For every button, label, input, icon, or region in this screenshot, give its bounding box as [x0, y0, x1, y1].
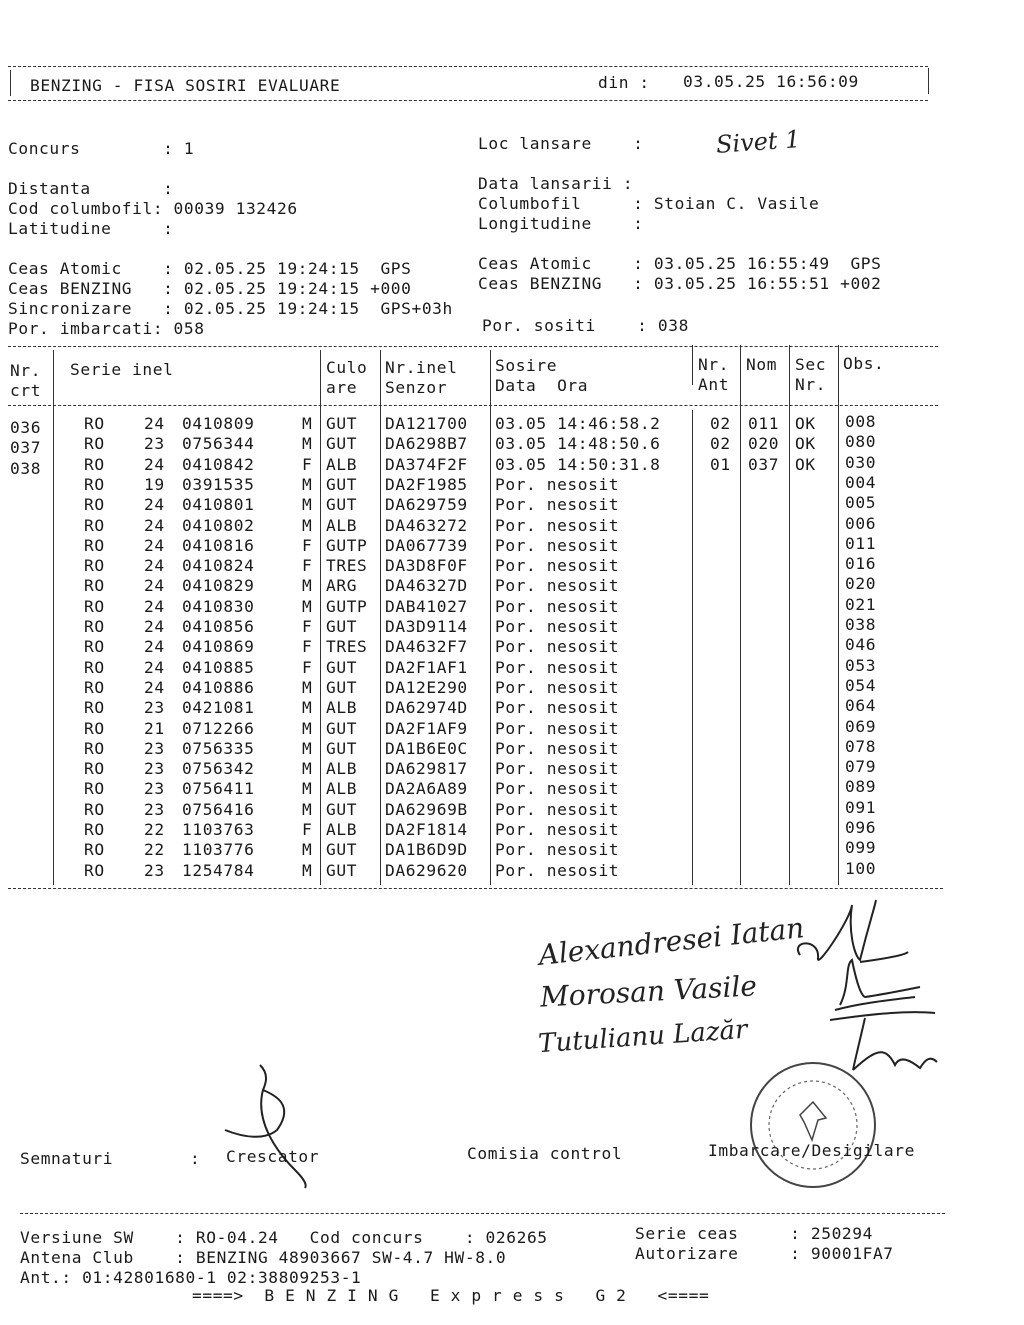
columbofil: Columbofil : Stoian C. Vasile — [478, 194, 820, 213]
row-sosire: Por. nesosit — [495, 474, 620, 494]
row-senzor: DAB41027 — [385, 596, 468, 616]
col-sep-ant — [740, 345, 741, 885]
por-sositi: Por. sositi : 038 — [482, 316, 689, 335]
row-ro: RO — [84, 434, 105, 454]
row-inel: 0410856 — [182, 617, 255, 636]
row-inel: 0410885 — [182, 657, 255, 677]
row-sosire: Por. nesosit — [495, 738, 620, 758]
row-inel: 0756416 — [182, 799, 255, 819]
row-senzor: DA629759 — [385, 495, 468, 515]
row-crt: 038 — [10, 458, 42, 478]
row-ro: RO — [84, 738, 105, 758]
row-culoare: GUT — [326, 860, 358, 880]
row-nom: 037 — [748, 454, 780, 474]
row-an: 24 — [144, 677, 165, 697]
row-senzor: DA1B6E0C — [385, 738, 468, 758]
row-sosire: Por. nesosit — [495, 617, 620, 636]
col-sep-serie — [320, 350, 321, 885]
th-data-ora: Data Ora — [495, 376, 589, 395]
row-sosire: Por. nesosit — [495, 657, 620, 677]
row-culoare: GUT — [326, 677, 358, 697]
row-culoare: GUT — [326, 495, 358, 515]
row-an: 23 — [144, 434, 165, 454]
row-inel: 0756335 — [182, 738, 255, 758]
th-nr-inel: Nr.inel — [385, 358, 458, 377]
table-top-rule — [8, 346, 938, 347]
row-culoare: GUT — [326, 738, 358, 758]
row-culoare: GUT — [326, 799, 358, 819]
row-culoare: GUT — [326, 474, 358, 494]
th-obs: Obs. — [843, 354, 885, 373]
row-sosire: Por. nesosit — [495, 495, 620, 515]
row-obs: 021 — [845, 594, 877, 614]
row-ro: RO — [84, 657, 105, 677]
row-sex: M — [302, 779, 313, 799]
row-sex: M — [302, 799, 313, 819]
row-an: 23 — [144, 698, 165, 718]
row-sex: M — [302, 759, 313, 779]
row-obs: 100 — [845, 858, 877, 878]
row-senzor: DA62974D — [385, 698, 468, 718]
loc-lansare-handwritten: Sivet 1 — [715, 125, 802, 159]
row-sex: M — [302, 495, 313, 515]
ceas-benzing-end: Ceas BENZING : 03.05.25 16:55:51 +002 — [478, 274, 882, 293]
row-sosire: Por. nesosit — [495, 677, 620, 697]
footer-versiune: Versiune SW : RO-04.24 Cod concurs : 026265 — [20, 1228, 548, 1247]
row-inel: 0410809 — [182, 414, 255, 433]
row-senzor: DA2F1AF1 — [385, 657, 468, 677]
footer-rule — [20, 1213, 945, 1214]
row-senzor: DA374F2F — [385, 454, 468, 474]
sincronizare: Sincronizare : 02.05.25 19:24:15 GPS+03h — [8, 299, 453, 318]
handwritten-name-1: Alexandresei Iatan — [537, 911, 806, 972]
row-an: 24 — [144, 657, 165, 677]
row-sex: M — [302, 840, 313, 860]
row-inel: 0410824 — [182, 556, 255, 576]
row-obs: 096 — [845, 818, 877, 837]
row-ro: RO — [84, 495, 105, 515]
row-culoare: ALB — [326, 779, 358, 799]
row-sex: F — [302, 535, 313, 555]
row-obs: 069 — [845, 716, 877, 736]
row-sosire: Por. nesosit — [495, 596, 620, 616]
ceas-atomic-start: Ceas Atomic : 02.05.25 19:24:15 GPS — [8, 259, 412, 278]
row-senzor: DA629817 — [385, 759, 468, 779]
signature-crescator — [215, 1060, 325, 1190]
th-nr-crt-2: crt — [10, 381, 42, 400]
row-crt: 036 — [10, 418, 42, 437]
th-culoare-1: Culo — [326, 358, 368, 377]
th-culoare-2: are — [326, 378, 358, 397]
row-an: 24 — [144, 556, 165, 576]
row-inel: 0410802 — [182, 515, 255, 535]
row-ro: RO — [84, 718, 105, 738]
row-sosire: Por. nesosit — [495, 840, 620, 860]
row-sosire: Por. nesosit — [495, 860, 620, 880]
row-senzor: DA3D9114 — [385, 617, 468, 636]
th-nom: Nom — [746, 355, 778, 374]
row-sex: M — [302, 698, 313, 718]
row-inel: 0410869 — [182, 637, 255, 657]
col-sep-sec — [838, 345, 839, 885]
row-sosire: Por. nesosit — [495, 718, 620, 738]
th-nr-ant-1: Nr. — [698, 355, 730, 374]
row-senzor: DA2F1985 — [385, 474, 468, 494]
row-ro: RO — [84, 779, 105, 799]
row-senzor: DA6298B7 — [385, 434, 468, 454]
por-imbarcati: Por. imbarcati: 058 — [8, 319, 205, 338]
row-an: 23 — [144, 860, 165, 880]
row-ro: RO — [84, 820, 105, 839]
col-sep-crt — [53, 350, 54, 885]
footer-brand: ====> B E N Z I N G E x p r e s s G 2 <==== — [192, 1286, 710, 1305]
row-culoare: GUT — [326, 840, 358, 860]
row-ant: 02 — [710, 414, 731, 433]
distanta: Distanta : — [8, 179, 174, 198]
row-sosire: Por. nesosit — [495, 820, 620, 839]
header-right-border — [928, 68, 929, 94]
col-sep-sosire-body — [692, 410, 693, 885]
crescator-label: Crescator — [226, 1147, 320, 1166]
row-culoare: ALB — [326, 820, 358, 839]
th-nr-crt-1: Nr. — [10, 361, 42, 380]
row-sosire: Por. nesosit — [495, 779, 620, 799]
col-sep-nom — [789, 345, 790, 885]
row-sex: F — [302, 617, 313, 636]
row-inel: 0391535 — [182, 474, 255, 494]
concurs: Concurs : 1 — [8, 139, 195, 158]
row-culoare: GUT — [326, 617, 358, 636]
row-sosire: 03.05 14:48:50.6 — [495, 434, 661, 454]
row-an: 23 — [144, 759, 165, 779]
row-obs: 089 — [845, 777, 877, 797]
row-inel: 0410801 — [182, 495, 255, 515]
ceas-benzing-start: Ceas BENZING : 02.05.25 19:24:15 +000 — [8, 279, 412, 298]
row-obs: 020 — [845, 574, 877, 594]
row-inel: 0410830 — [182, 596, 255, 616]
row-obs: 038 — [845, 615, 877, 634]
imbarcare-label: Imbarcare/Desigilare — [708, 1141, 915, 1160]
row-sec: OK — [795, 434, 816, 454]
row-ro: RO — [84, 474, 105, 494]
handwritten-name-3: Tutulianu Lazăr — [537, 1014, 749, 1060]
row-culoare: GUT — [326, 718, 358, 738]
row-sex: F — [302, 820, 313, 839]
row-obs: 011 — [845, 533, 877, 553]
row-ro: RO — [84, 515, 105, 535]
row-ro: RO — [84, 759, 105, 779]
row-crt: 037 — [10, 438, 42, 458]
row-nom: 020 — [748, 434, 780, 454]
row-culoare: GUTP — [326, 535, 368, 555]
row-ro: RO — [84, 556, 105, 576]
row-sex: M — [302, 738, 313, 758]
row-inel: 0410842 — [182, 454, 255, 474]
row-an: 24 — [144, 617, 165, 636]
row-ro: RO — [84, 677, 105, 697]
row-sex: M — [302, 434, 313, 454]
row-obs: 099 — [845, 838, 877, 858]
row-sex: M — [302, 576, 313, 596]
row-inel: 0410829 — [182, 576, 255, 596]
row-sosire: Por. nesosit — [495, 515, 620, 535]
row-an: 24 — [144, 515, 165, 535]
row-ro: RO — [84, 576, 105, 596]
header-left-border — [10, 70, 11, 96]
loc-lansare: Loc lansare : — [478, 134, 644, 153]
row-obs: 030 — [845, 452, 877, 472]
semnaturi-label: Semnaturi — [20, 1149, 114, 1168]
row-inel: 0410886 — [182, 677, 255, 697]
row-an: 19 — [144, 474, 165, 494]
row-sex: M — [302, 414, 313, 433]
row-senzor: DA2A6A89 — [385, 779, 468, 799]
row-sex: F — [302, 454, 313, 474]
club-stamp — [738, 1060, 888, 1190]
row-culoare: ARG — [326, 576, 358, 596]
row-an: 24 — [144, 637, 165, 657]
row-obs: 091 — [845, 797, 877, 817]
row-sosire: 03.05 14:46:58.2 — [495, 414, 661, 433]
row-senzor: DA46327D — [385, 576, 468, 596]
row-ro: RO — [84, 617, 105, 636]
row-culoare: TRES — [326, 637, 368, 657]
header-bottom-rule — [8, 100, 928, 101]
cod-columbofil: Cod columbofil: 00039 132426 — [8, 199, 298, 218]
row-ro: RO — [84, 799, 105, 819]
row-ro: RO — [84, 414, 105, 433]
row-sex: M — [302, 596, 313, 616]
row-sex: M — [302, 718, 313, 738]
row-an: 22 — [144, 840, 165, 860]
row-sec: OK — [795, 454, 816, 474]
row-ro: RO — [84, 840, 105, 860]
table-bottom-rule — [8, 888, 943, 889]
row-inel: 1254784 — [182, 860, 255, 880]
col-sep-senzor — [490, 350, 491, 885]
footer-antena: Antena Club : BENZING 48903667 SW-4.7 HW-8.0 — [20, 1248, 507, 1267]
row-ro: RO — [84, 596, 105, 616]
row-obs: 006 — [845, 513, 877, 533]
row-inel: 0756411 — [182, 779, 255, 799]
handwritten-name-2: Morosan Vasile — [539, 969, 758, 1014]
th-sec-2: Nr. — [795, 375, 827, 394]
row-ro: RO — [84, 698, 105, 718]
date-value: 03.05.25 16:56:09 — [683, 72, 859, 91]
row-an: 24 — [144, 596, 165, 616]
row-senzor: DA62969B — [385, 799, 468, 819]
row-inel: 0410816 — [182, 535, 255, 555]
row-obs: 004 — [845, 472, 877, 492]
row-sosire: Por. nesosit — [495, 535, 620, 555]
row-ro: RO — [84, 860, 105, 880]
row-sosire: Por. nesosit — [495, 759, 620, 779]
row-inel: 0756342 — [182, 759, 255, 779]
row-obs: 064 — [845, 696, 877, 716]
th-serie-inel: Serie inel — [70, 360, 174, 379]
row-culoare: ALB — [326, 759, 358, 779]
row-ro: RO — [84, 454, 105, 474]
th-nr-ant-2: Ant — [698, 375, 730, 394]
footer-autorizare: Autorizare : 90001FA7 — [635, 1244, 894, 1263]
row-obs: 080 — [845, 432, 877, 452]
row-sex: M — [302, 677, 313, 697]
row-an: 24 — [144, 454, 165, 474]
row-senzor: DA2F1814 — [385, 820, 468, 839]
row-inel: 0712266 — [182, 718, 255, 738]
row-an: 22 — [144, 820, 165, 839]
row-sex: F — [302, 657, 313, 677]
row-nom: 011 — [748, 414, 780, 433]
comisia-label: Comisia control — [467, 1144, 623, 1163]
ceas-atomic-end: Ceas Atomic : 03.05.25 16:55:49 GPS — [478, 254, 882, 273]
row-obs: 053 — [845, 655, 877, 675]
row-an: 24 — [144, 576, 165, 596]
row-an: 24 — [144, 414, 165, 433]
row-obs: 079 — [845, 757, 877, 777]
row-obs: 054 — [845, 675, 877, 695]
row-senzor: DA4632F7 — [385, 637, 468, 657]
row-sex: M — [302, 860, 313, 880]
row-obs: 005 — [845, 493, 877, 513]
row-senzor: DA2F1AF9 — [385, 718, 468, 738]
row-obs: 046 — [845, 635, 877, 655]
row-sec: OK — [795, 414, 816, 433]
col-sep-sosire — [692, 345, 693, 385]
row-culoare: ALB — [326, 515, 358, 535]
row-senzor: DA1B6D9D — [385, 840, 468, 860]
row-culoare: ALB — [326, 454, 358, 474]
row-an: 23 — [144, 738, 165, 758]
row-inel: 1103776 — [182, 840, 255, 860]
row-obs: 008 — [845, 412, 877, 431]
row-senzor: DA3D8F0F — [385, 556, 468, 576]
row-inel: 0421081 — [182, 698, 255, 718]
date-label: din : — [598, 73, 650, 92]
row-sex: F — [302, 556, 313, 576]
row-an: 24 — [144, 535, 165, 555]
table-header-rule — [8, 405, 938, 406]
row-sosire: Por. nesosit — [495, 576, 620, 596]
row-an: 23 — [144, 779, 165, 799]
row-sosire: Por. nesosit — [495, 698, 620, 718]
row-ant: 02 — [710, 434, 731, 454]
row-obs: 016 — [845, 554, 877, 574]
th-sosire: Sosire — [495, 356, 558, 375]
row-sosire: 03.05 14:50:31.8 — [495, 454, 661, 474]
row-culoare: GUTP — [326, 596, 368, 616]
row-senzor: DA121700 — [385, 414, 468, 433]
row-culoare: TRES — [326, 556, 368, 576]
row-an: 23 — [144, 799, 165, 819]
col-sep-cul — [380, 350, 381, 885]
row-sosire: Por. nesosit — [495, 637, 620, 657]
row-an: 21 — [144, 718, 165, 738]
th-sec-1: Sec — [795, 355, 827, 374]
row-sex: M — [302, 474, 313, 494]
row-culoare: ALB — [326, 698, 358, 718]
row-sex: F — [302, 637, 313, 657]
row-culoare: GUT — [326, 657, 358, 677]
row-senzor: DA067739 — [385, 535, 468, 555]
row-senzor: DA629620 — [385, 860, 468, 880]
th-senzor: Senzor — [385, 378, 448, 397]
row-sosire: Por. nesosit — [495, 556, 620, 576]
row-an: 24 — [144, 495, 165, 515]
longitudine: Longitudine : — [478, 214, 644, 233]
row-inel: 1103763 — [182, 820, 255, 839]
latitudine: Latitudine : — [8, 219, 174, 238]
footer-serie-ceas: Serie ceas : 250294 — [635, 1224, 873, 1243]
footer-ant: Ant.: 01:42801680-1 02:38809253-1 — [20, 1268, 362, 1287]
row-inel: 0756344 — [182, 434, 255, 454]
row-culoare: GUT — [326, 434, 358, 454]
data-lansarii: Data lansarii : — [478, 174, 634, 193]
header-top-rule — [8, 66, 928, 67]
row-obs: 078 — [845, 736, 877, 756]
signature-2 — [820, 955, 930, 1015]
row-senzor: DA12E290 — [385, 677, 468, 697]
row-sex: M — [302, 515, 313, 535]
row-ro: RO — [84, 637, 105, 657]
row-ro: RO — [84, 535, 105, 555]
row-senzor: DA463272 — [385, 515, 468, 535]
page-title: BENZING - FISA SOSIRI EVALUARE — [30, 76, 341, 95]
row-sosire: Por. nesosit — [495, 799, 620, 819]
semnaturi-colon: : — [190, 1149, 201, 1168]
row-culoare: GUT — [326, 414, 358, 433]
row-ant: 01 — [710, 454, 731, 474]
